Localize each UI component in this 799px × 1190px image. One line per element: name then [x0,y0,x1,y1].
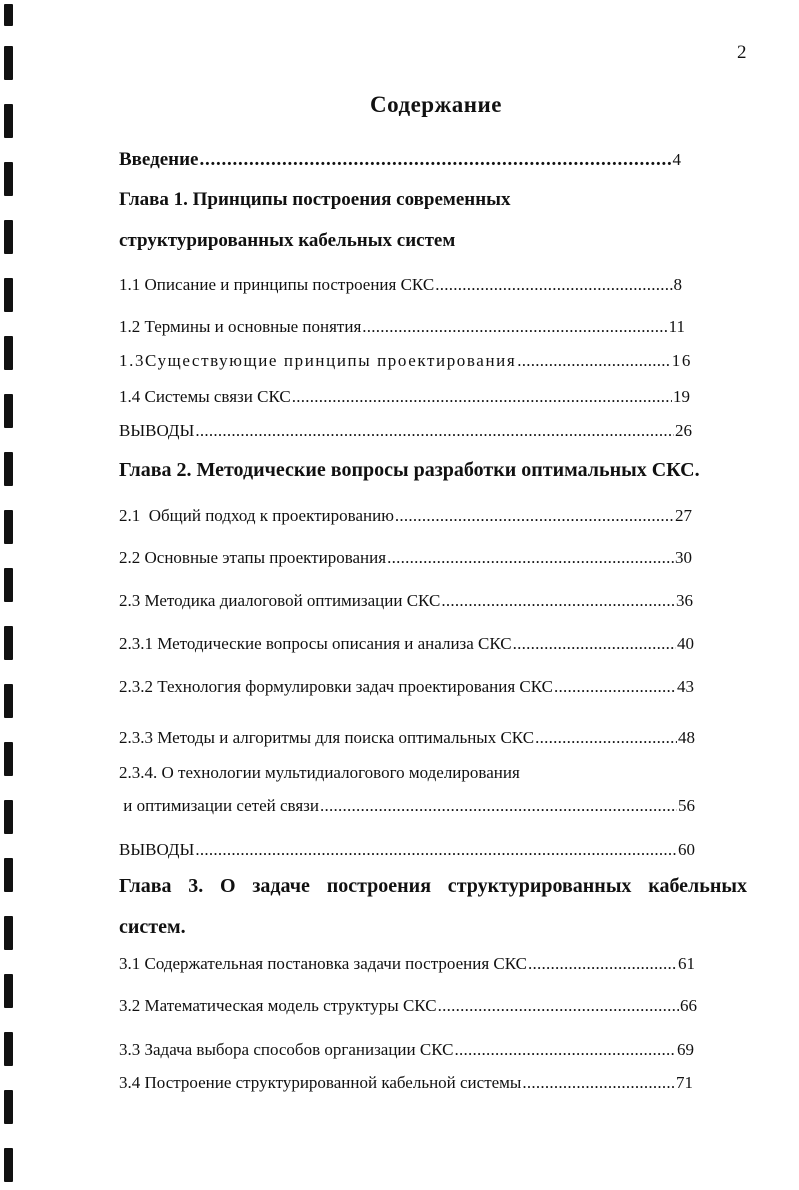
dot-leader [517,351,671,371]
toc-entry-label: 3.3 Задача выбора способов организации СКС [119,1040,454,1059]
toc-entry-page: 43 [677,677,694,696]
dot-leader [441,591,675,611]
toc-entry-1-4[interactable] [119,387,690,407]
dot-leader [535,728,677,748]
toc-entry-page: 48 [678,728,695,747]
binding-hole [4,742,13,776]
dot-leader [362,317,667,337]
chapter-2-title[interactable]: Глава 2. Методические вопросы разработки оптимальных СКС. [119,459,700,481]
toc-entry-2-3-4[interactable] [119,796,695,816]
toc-entry-2-2[interactable] [119,548,692,568]
toc-entry-label: 1.2 Термины и основные понятия [119,317,362,336]
dot-leader [320,796,677,816]
binding-hole [4,1148,13,1182]
dot-leader [522,1073,675,1093]
dot-leader [200,149,672,171]
toc-entry-page: 60 [678,840,695,859]
toc-entry-2-conclusions[interactable] [119,840,695,860]
toc-entry-3-4[interactable] [119,1073,693,1093]
toc-entry-page: 71 [676,1073,693,1092]
toc-entry-page: 16 [671,351,692,370]
toc-entry-page: 8 [673,275,682,294]
toc-entry-page: 40 [677,634,694,653]
binding-hole [4,4,13,26]
binding-hole [4,1090,13,1124]
toc-entry-2-3-3[interactable] [119,728,695,748]
binding-hole [4,510,13,544]
toc-entry-label: 2.1 Общий подход к проектированию [119,506,394,525]
toc-entry-2-3[interactable] [119,591,693,611]
binding-hole [4,452,13,486]
binding-hole [4,568,13,602]
toc-entry-label: 3.1 Содержательная постановка задачи построения СКС [119,954,527,973]
binding-hole [4,684,13,718]
chapter-3-title-cont[interactable]: систем. [119,916,186,938]
toc-entry-label: 2.3 Методика диалоговой оптимизации СКС [119,591,441,610]
toc-entry-2-3-1[interactable] [119,634,694,654]
binding-hole [4,162,13,196]
binding-hole [4,800,13,834]
binding-hole [4,394,13,428]
toc-entry-label: ВЫВОДЫ [119,421,195,440]
toc-entry-page: 61 [678,954,695,973]
toc-entry-page: 30 [675,548,692,567]
dot-leader [554,677,676,697]
toc-entry-1-1[interactable] [119,275,682,295]
binding-hole [4,336,13,370]
toc-entry-3-1[interactable] [119,954,695,974]
toc-entry-page: 36 [676,591,693,610]
toc-entry-page: 4 [672,150,681,169]
dot-leader [513,634,676,654]
toc-entry-label: 1.3Существующие принципы проектирования [119,351,517,370]
toc-entry-2-3-4-line1[interactable]: 2.3.4. О технологии мультидиалогового моделирования [119,763,520,782]
toc-entry-page: 26 [675,421,692,440]
binding-hole [4,916,13,950]
binding-hole [4,1032,13,1066]
toc-entry-label: 2.2 Основные этапы проектирования [119,548,387,567]
binding-hole [4,974,13,1008]
toc-entry-3-2[interactable] [119,996,697,1016]
toc-entry-label: и оптимизации сетей связи [119,796,319,815]
dot-leader [292,387,672,407]
toc-entry-1-3[interactable] [119,351,692,371]
toc-entry-label: 2.3.3 Методы и алгоритмы для поиска оптимальных СКС [119,728,535,747]
binding-hole [4,46,13,80]
toc-entry-page: 19 [673,387,690,406]
binding-hole [4,220,13,254]
dot-leader [387,548,674,568]
toc-entry-label: 2.3.2 Технология формулировки задач проектирования СКС [119,677,553,696]
toc-entry-page: 11 [668,317,685,336]
page-number: 2 [737,42,747,63]
binding-hole [4,278,13,312]
chapter-1-title-cont[interactable]: структурированных кабельных систем [119,230,456,251]
dot-leader [528,954,677,974]
toc-entry-label: 1.4 Системы связи СКС [119,387,291,406]
toc-entry-label: 1.1 Описание и принципы построения СКС [119,275,435,294]
binding-strip [0,0,40,1190]
toc-entry-2-1[interactable] [119,506,692,526]
toc-entry-page: 69 [677,1040,694,1059]
dot-leader [454,1040,676,1060]
toc-entry-label: 3.2 Математическая модель структуры СКС [119,996,437,1015]
toc-entry-label: 2.3.1 Методические вопросы описания и анализа СКС [119,634,512,653]
page-title: Содержание [370,92,502,117]
toc-entry-label: ВЫВОДЫ [119,840,195,859]
toc-entry-page: 66 [680,996,697,1015]
chapter-3-title[interactable]: Глава 3. О задаче построения структурированных кабельных [119,875,747,897]
dot-leader [195,840,677,860]
toc-entry-2-3-2[interactable] [119,677,694,697]
toc-entry-page: 27 [675,506,692,525]
toc-entry-3-3[interactable] [119,1040,694,1060]
binding-hole [4,858,13,892]
dot-leader [395,506,674,526]
toc-entry-1-2[interactable] [119,317,685,337]
toc-entry-1-conclusions[interactable] [119,421,692,441]
dot-leader [435,275,672,295]
toc-entry-page: 56 [678,796,695,815]
toc-entry-intro[interactable] [119,149,681,171]
toc-entry-label: Введение [119,149,199,170]
dot-leader [195,421,674,441]
toc-entry-label: 3.4 Построение структурированной кабельной системы [119,1073,522,1092]
binding-hole [4,626,13,660]
chapter-1-title[interactable]: Глава 1. Принципы построения современных [119,189,511,210]
dot-leader [438,996,679,1016]
